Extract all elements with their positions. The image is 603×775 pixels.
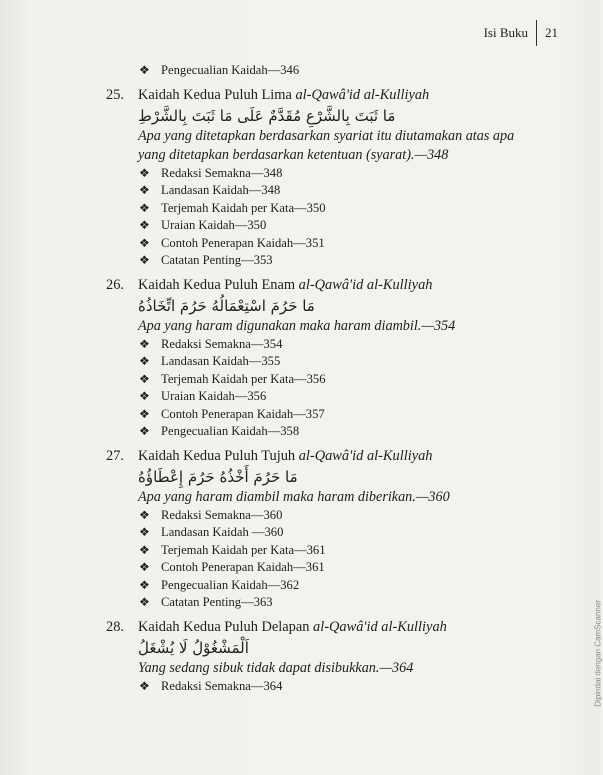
section-title xyxy=(138,618,447,637)
bullet-icon: ❖ xyxy=(139,354,150,368)
bullet-icon: ❖ xyxy=(139,165,150,180)
bullet-icon: ❖ xyxy=(139,218,150,232)
bullet-icon: ❖ xyxy=(139,389,150,403)
section-title-italic: al-Qawâ'id al-Kulliyah xyxy=(295,86,430,103)
toc-subitem-label: Catatan Penting—363 xyxy=(161,595,273,609)
toc-subitem-label: Contoh Penerapan Kaidah—361 xyxy=(161,560,325,574)
arabic-maxim: مَا ثَبَتَ بِالشَّرْعِ مُقَدَّمٌ عَلَى مَا ثَبَتَ بِالشَّرْطِ xyxy=(138,106,396,125)
toc-subitem xyxy=(139,423,526,441)
maxim-translation: Apa yang haram digunakan maka haram diambil.—354 xyxy=(138,317,456,334)
section-number: 25. xyxy=(106,86,124,103)
section-number: 27. xyxy=(106,447,124,464)
bullet-icon: ❖ xyxy=(139,183,150,197)
bullet-icon: ❖ xyxy=(139,235,150,250)
toc-subitem-label: Landasan Kaidah —360 xyxy=(161,525,284,539)
bullet-icon: ❖ xyxy=(139,336,150,351)
section-title-italic: al-Qawâ'id al-Kulliyah xyxy=(298,447,433,464)
toc-subitem xyxy=(139,507,526,525)
arabic-maxim: مَا حَرُمَ اسْتِعْمَالُهُ حَرُمَ اتِّخَاذُهُ xyxy=(138,296,315,315)
toc-subitem xyxy=(139,406,526,424)
maxim-translation: Apa yang ditetapkan berdasarkan syariat itu diutamakan atas apa yang ditetapkan berdasarkan ketentuan (syarat).—348 xyxy=(138,127,515,163)
maxim-translation: Apa yang haram diambil maka haram diberikan.—360 xyxy=(138,488,450,505)
toc-subitem-label: Landasan Kaidah—355 xyxy=(161,354,281,368)
toc-subitem xyxy=(139,217,526,235)
toc-subitem-label: Uraian Kaidah—350 xyxy=(161,218,267,232)
bullet-icon: ❖ xyxy=(139,200,150,215)
bullet-icon: ❖ xyxy=(139,253,150,267)
header-section-label: Isi Buku xyxy=(483,25,528,40)
maxim-translation: Yang sedang sibuk tidak dapat disibukkan.—364 xyxy=(138,659,414,676)
bullet-icon: ❖ xyxy=(139,595,150,609)
section-title-text: Kaidah Kedua Puluh Enam xyxy=(138,276,299,293)
toc-subitem-label: Redaksi Semakna—354 xyxy=(161,336,283,351)
toc-subitem-label: Uraian Kaidah—356 xyxy=(161,389,267,403)
toc-subitem-label: Contoh Penerapan Kaidah—351 xyxy=(161,235,325,250)
toc-subitem-label: Redaksi Semakna—364 xyxy=(161,678,283,693)
toc-subitem xyxy=(139,594,526,612)
section-title-italic: al-Qawâ'id al-Kulliyah xyxy=(313,618,447,635)
toc-subitem-label: Catatan Penting—353 xyxy=(161,253,273,267)
header-divider xyxy=(536,20,537,46)
section-title-italic: al-Qawâ'id al-Kulliyah xyxy=(298,276,433,293)
bullet-icon: ❖ xyxy=(139,507,150,522)
toc-subitem-label: Pengecualian Kaidah—358 xyxy=(161,424,300,438)
toc-subitem xyxy=(139,165,526,183)
toc-subitem xyxy=(139,235,526,253)
section-title xyxy=(138,86,429,105)
section-number: 26. xyxy=(106,276,124,293)
toc-section xyxy=(106,86,526,270)
toc-subitem xyxy=(139,577,526,595)
toc-subitem xyxy=(139,542,526,560)
toc-subitem-label: Pengecualian Kaidah—362 xyxy=(161,577,300,592)
running-header xyxy=(484,20,558,46)
scanner-watermark: Dipindai dengan CamScanner xyxy=(594,600,603,707)
toc-section xyxy=(106,618,526,696)
bullet-icon: ❖ xyxy=(139,406,150,421)
toc-subitem-label: Redaksi Semakna—360 xyxy=(161,507,283,522)
bullet-icon: ❖ xyxy=(139,63,150,77)
toc-section xyxy=(106,447,526,612)
toc-section xyxy=(106,276,526,441)
bullet-icon: ❖ xyxy=(139,542,150,557)
bullet-icon: ❖ xyxy=(139,577,150,592)
section-title xyxy=(138,276,432,295)
table-of-contents xyxy=(106,62,526,695)
bullet-icon: ❖ xyxy=(139,560,150,574)
toc-subitem xyxy=(139,353,526,371)
toc-subitem xyxy=(139,62,526,80)
toc-subitem-label: Redaksi Semakna—348 xyxy=(161,165,283,180)
section-heading xyxy=(106,276,526,295)
toc-subitem-label: Contoh Penerapan Kaidah—357 xyxy=(161,406,325,421)
section-heading xyxy=(106,86,526,105)
toc-subitem-label: Terjemah Kaidah per Kata—350 xyxy=(161,200,326,215)
toc-subitem-label: Terjemah Kaidah per Kata—356 xyxy=(161,371,326,386)
toc-subitem xyxy=(139,559,526,577)
toc-subitem xyxy=(139,182,526,200)
toc-subitem-label: Pengecualian Kaidah—346 xyxy=(161,63,300,77)
page-number: 21 xyxy=(545,25,558,40)
section-title-text: Kaidah Kedua Puluh Delapan xyxy=(138,618,314,635)
toc-subitem xyxy=(139,678,526,696)
bullet-icon: ❖ xyxy=(139,525,150,539)
section-title xyxy=(138,447,433,466)
section-heading xyxy=(106,618,526,637)
toc-subitem-label: Terjemah Kaidah per Kata—361 xyxy=(161,542,326,557)
section-title-text: Kaidah Kedua Puluh Tujuh xyxy=(138,447,299,464)
toc-subitem-label: Landasan Kaidah—348 xyxy=(161,183,281,197)
section-heading xyxy=(106,447,526,466)
toc-subitem xyxy=(139,371,526,389)
arabic-maxim: اَلْمَشْغُوْلُ لَا يُشْغَلُ xyxy=(138,638,249,657)
bullet-icon: ❖ xyxy=(139,371,150,386)
toc-subitem xyxy=(139,252,526,270)
toc-subitem xyxy=(139,524,526,542)
section-number: 28. xyxy=(106,618,124,635)
toc-subitem xyxy=(139,336,526,354)
section-title-text: Kaidah Kedua Puluh Lima xyxy=(138,86,296,103)
toc-subitem xyxy=(139,388,526,406)
toc-subitem xyxy=(139,200,526,218)
arabic-maxim: مَا حَرُمَ أَخْذُهُ حَرُمَ إِعْطَاؤُهُ xyxy=(138,467,298,486)
bullet-icon: ❖ xyxy=(139,678,150,693)
bullet-icon: ❖ xyxy=(139,424,150,438)
